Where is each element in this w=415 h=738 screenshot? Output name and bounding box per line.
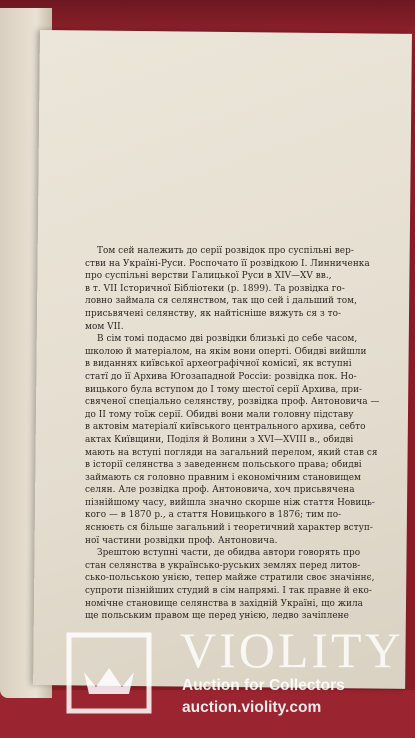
text-line: Том сей належить до серії розвідок про суспільні вер- [97,246,354,256]
watermark-title: VIOLITY [180,622,404,678]
text-line: вицького була вступом до І тому шестої серії Архива, при- [85,384,363,395]
text-line: стан селянства в українсько-руських землях перед литов- [85,560,361,571]
text-line: ще польським правом ще перед унією, ледво зачіплене [85,611,349,622]
text-line: присьвячені селянству, як найтісніше вяжуть ся з то- [85,308,342,319]
text-line: в т. VII Історичної Бібліотеки (р. 1899). Та розвідка го- [85,283,345,294]
text-line: яснюєть ся більше загальний і теоретичний характер вступ- [85,523,373,534]
text-line: селян. Але розвідка проф. Антоновича, хоч присьвячена [85,485,355,496]
text-line: сько-польською унією, тепер майже стратили своє значіннє, [85,573,375,584]
text-line: кого — в 1870 р., а стаття Новицького в 1876; тим по- [85,510,342,521]
text-line: мом VII. [85,321,124,332]
text-line: займають ся головно правним і економічним становищем [85,472,361,483]
text-line: про суспільні верстви Галицької Руси в XIV—XV вв., [85,271,332,282]
watermark-subtitle: Auction for Collectors [182,677,345,694]
text-line: ної частини розвідки проф. Антоновича. [85,535,278,546]
text-line: стви на Україні-Руси. Роспочато її розвідкою І. Линниченка [85,258,370,269]
watermark-url: auction.violity.com [182,699,322,716]
text-line: ловно займала ся селянством, так що сей і дальший том, [85,296,357,307]
text-line: В сім томі подасмо дві розвідки близькі до себе часом, [97,334,358,345]
text-line: свяченої спеціально селянству, розвідка проф. Антоновича — [85,397,380,408]
text-line: статї до її Архива Югозападной Россіи: розвідка пок. Но- [85,371,357,382]
text-line: актах Київщини, Поділя й Волини з XVI—XVIII в., обидві [85,434,354,445]
text-line: супроти пізнійших студий в сім напрямі. І так правне й еко- [85,586,372,597]
text-line: номічне становище селянства в західній Україні, що жила [85,598,363,609]
violity-logo-icon [66,632,152,714]
text-line: до II тому тоїж серії. Обидві вони мали головну підставу [85,409,354,420]
text-line: Зрештою вступні части, де обидва автори говорять про [97,548,361,559]
page-text [85,245,380,623]
text-line: мають на вступі погляди на загальний перелом, який став ся [85,447,378,458]
text-line: в актовім матеріалї київського центрального архива, себто [85,422,366,433]
text-line: в історії селянства з заведеннєм польського права; обидві [85,460,362,471]
text-line: пізнійшому часу, вийшла значно скорше ніж стаття Новиць- [85,497,375,508]
text-line: в виданнях київської археографічної комісиї, як вступні [85,359,352,370]
text-line: школою й матеріалом, на якім вони оперті. Обидві вийшли [85,346,367,357]
